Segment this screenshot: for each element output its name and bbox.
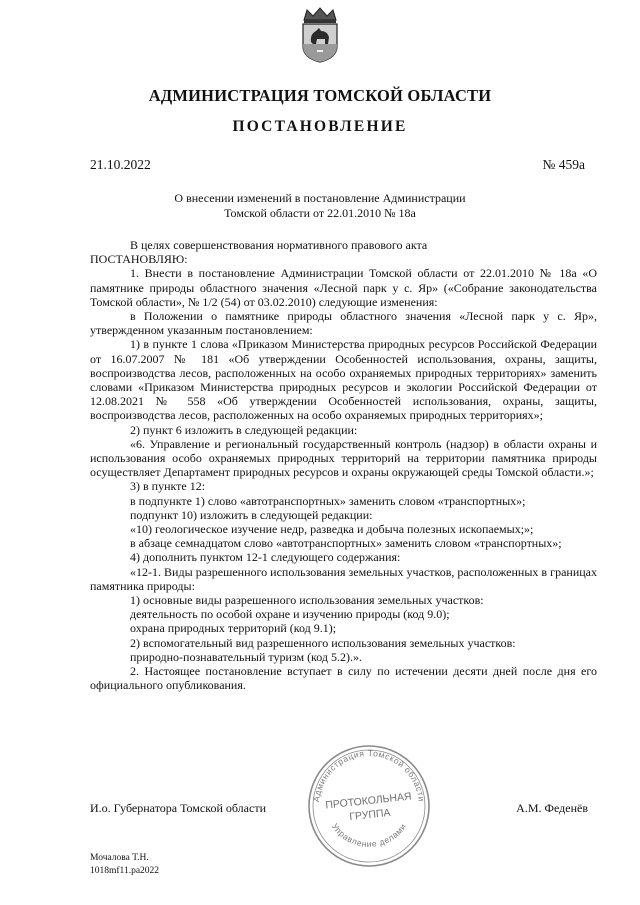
subject-line: Томской области от 22.01.2010 № 18а [224, 206, 416, 220]
document-number: № 459а [542, 157, 585, 172]
body-paragraph: в Положении о памятнике природы областного значения «Лесной парк у с. Яр», утвержденном указанным постановлением: [90, 309, 597, 338]
subject-line: О внесении изменений в постановление Администрации [174, 191, 466, 205]
body-paragraph: 3) в пункте 12: [130, 479, 206, 494]
body-paragraph: 2) пункт 6 изложить в следующей редакции: [130, 422, 358, 437]
document-type: ПОСТАНОВЛЕНИЕ [232, 118, 408, 135]
stamp-inner-line: ПРОТОКОЛЬНАЯ [324, 790, 413, 812]
executor-name: Мочалова Т.Н. [90, 853, 149, 863]
body-paragraph: в абзаце семнадцатом слово «автотранспортных» заменить словом «транспортных»; [130, 536, 562, 551]
body-paragraph: 2. Настоящее постановление вступает в силу по истечении десяти дней после дня его официального опубликования. [90, 664, 597, 693]
body-paragraph: 1. Внести в постановление Администрации Томской области от 22.01.2010 № 18а «О памятнике природы областного значения «Лесной парк у с. Яр» («Собрание законодательства Томской области», № 1/2 (54) от 03.02.2010) следующие изменения: [90, 266, 597, 309]
executor-info [90, 852, 159, 877]
executor-code: 1018mf11.ра2022 [90, 865, 160, 876]
body-paragraph: 1) в пункте 1 слова «Приказом Министерства природных ресурсов Российской Федерации от 16.07.2007 № 181 «Об утверждении Особенностей использования, охраны, защиты, воспроизводства лесов, расположенных на особо охраняемых природных территориях» заменить словами «Приказом Министерства природных ресурсов и экологии Российской Федерации от 12.08.2021 № 558 «Об утверждении Особенностей использования, охраны, защиты, воспроизводства лесов, расположенных на особо охраняемых природных территориях»; [90, 337, 597, 423]
coat-of-arms-icon [298, 6, 342, 64]
body-paragraph: 4) дополнить пунктом 12-1 следующего содержания: [130, 550, 401, 565]
body-paragraph: 1) основные виды разрешенного использования земельных участков: [130, 593, 484, 608]
body-paragraph: В целях совершенствования нормативного правового акта [130, 238, 428, 252]
document-body [90, 238, 597, 693]
stamp-outer-text: Администрация Томской области [311, 747, 427, 803]
body-paragraph: ПОСТАНОВЛЯЮ: [90, 252, 188, 267]
body-paragraph: подпункт 10) изложить в следующей редакции: [130, 507, 373, 522]
document-date: 21.10.2022 [90, 157, 151, 172]
body-paragraph: 2) вспомогательный вид разрешенного использования земельных участков: [130, 635, 516, 650]
body-paragraph: деятельность по особой охране и изучению природы (код 9.0); [130, 607, 450, 622]
signer-name: А.М. Феденёв [516, 801, 588, 815]
body-paragraph: «10) геологическое изучение недр, разведка и добыча полезных ископаемых;»; [130, 522, 534, 537]
body-paragraph: «12-1. Виды разрешенного использования земельных участков, расположенных в границах памятника природы: [90, 564, 597, 593]
body-paragraph: природно-познавательный туризм (код 5.2).». [130, 649, 363, 664]
stamp-bottom-text: Управление делами [329, 821, 409, 849]
organization-title: АДМИНИСТРАЦИЯ ТОМСКОЙ ОБЛАСТИ [148, 86, 492, 105]
body-paragraph: охрана природных территорий (код 9.1); [130, 621, 337, 636]
round-stamp [305, 738, 433, 870]
signer-position: И.о. Губернатора Томской области [90, 801, 266, 815]
svg-text:Управление делами [330, 821, 408, 849]
body-paragraph: в подпункте 1) слово «автотранспортных» заменить словом «транспортных»; [130, 493, 526, 508]
document-subject [0, 191, 640, 221]
stamp-inner-line: ГРУППА [348, 806, 392, 824]
body-paragraph: «6. Управление и региональный государственный контроль (надзор) в области охраны и использования особо охраняемых природных территорий на территории памятника природы осуществляет Департамент природных ресурсов и охраны окружающей среды Томской области.»; [90, 436, 597, 480]
